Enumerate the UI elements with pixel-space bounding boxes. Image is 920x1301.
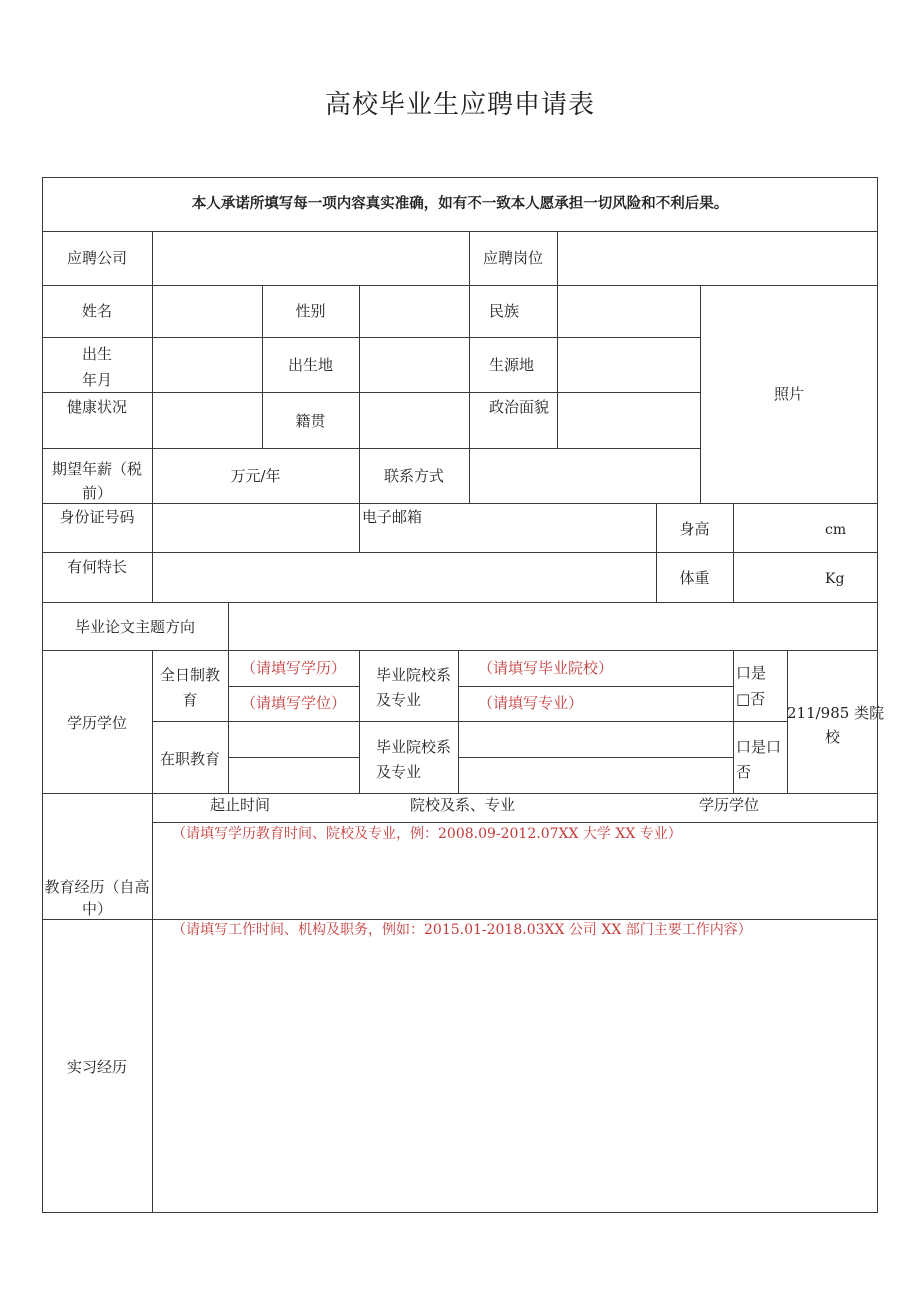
company-label: 应聘公司 xyxy=(66,249,127,267)
specialty-label: 有何特长 xyxy=(66,558,127,576)
height-unit: cm xyxy=(825,522,847,538)
company-input[interactable] xyxy=(154,233,468,284)
col-divider xyxy=(733,503,734,602)
edu-history-label-2: 中） xyxy=(81,900,112,918)
political-label: 政治面貌 xyxy=(489,398,550,416)
row-divider xyxy=(42,602,878,603)
row-divider xyxy=(42,650,878,651)
edu-history-input[interactable]: （请填写学历教育时间、院校及专业，例：2008.09-2012.07XX 大学 XX 专业） xyxy=(172,826,682,842)
onjob-degree2-input[interactable] xyxy=(230,759,358,792)
weight-unit: Kg xyxy=(825,571,845,587)
row-divider xyxy=(42,503,878,504)
onjob-degree-input[interactable] xyxy=(230,723,358,756)
fulltime-no-option[interactable]: □否 xyxy=(736,690,766,708)
email-input[interactable] xyxy=(442,505,655,551)
birthplace-input[interactable] xyxy=(361,339,468,391)
id-number-label: 身份证号码 xyxy=(59,508,135,526)
col-divider xyxy=(458,650,459,793)
position-label: 应聘岗位 xyxy=(482,249,543,267)
contact-label: 联系方式 xyxy=(383,467,444,485)
origin-label: 生源地 xyxy=(489,356,535,374)
name-input[interactable] xyxy=(154,287,261,336)
pledge-text: 本人承诺所填写每一项内容真实准确，如有不一致本人愿承担一切风险和不利后果。 xyxy=(191,195,729,212)
category-label-2: 校 xyxy=(824,728,840,746)
ethnicity-label: 民族 xyxy=(489,302,520,320)
col-divider xyxy=(152,650,153,1213)
row-divider xyxy=(458,686,733,687)
onjob-yes-option[interactable]: 口是口 xyxy=(736,738,782,756)
political-input[interactable] xyxy=(559,394,699,447)
category-label: 211/985 类院 xyxy=(787,704,885,722)
fulltime-degree2-input[interactable]: （请填写学位） xyxy=(240,694,346,712)
row-divider xyxy=(228,757,359,758)
contact-input[interactable] xyxy=(471,450,699,502)
photo-upload-area[interactable] xyxy=(702,287,876,502)
row-divider xyxy=(228,686,359,687)
name-label: 姓名 xyxy=(81,302,112,320)
salary-input[interactable] xyxy=(154,450,284,502)
fulltime-label-2: 育 xyxy=(182,691,198,709)
weight-input[interactable] xyxy=(735,554,835,601)
onjob-label: 在职教育 xyxy=(159,750,220,768)
col-divider xyxy=(557,231,558,285)
col-divider xyxy=(733,650,734,793)
salary-unit: 万元/年 xyxy=(230,467,281,485)
origin-input[interactable] xyxy=(559,339,699,391)
row-divider xyxy=(458,757,733,758)
col-divider xyxy=(557,285,558,448)
row-divider xyxy=(42,552,878,553)
birth-date-input[interactable] xyxy=(154,339,261,391)
grad-school-label: 毕业院校系 xyxy=(376,666,452,684)
form-border-right xyxy=(877,177,878,1213)
grad-school-label-2: 及专业 xyxy=(376,691,422,709)
weight-label: 体重 xyxy=(679,569,710,587)
grad-school-input[interactable]: （请填写毕业院校） xyxy=(478,659,614,677)
school-major-header: 院校及系、专业 xyxy=(410,796,516,814)
birthplace-label: 出生地 xyxy=(287,356,333,374)
form-border-bottom xyxy=(42,1212,878,1213)
col-divider xyxy=(359,650,360,793)
ethnicity-input[interactable] xyxy=(559,287,699,336)
period-header: 起止时间 xyxy=(210,796,271,814)
id-number-input[interactable] xyxy=(154,505,358,551)
row-divider xyxy=(42,285,878,286)
birth-date-label: 出生 xyxy=(81,345,112,363)
height-label: 身高 xyxy=(679,520,710,538)
row-divider xyxy=(152,721,787,722)
row-divider xyxy=(42,448,700,449)
onjob-major-input[interactable] xyxy=(460,759,732,792)
page-title: 高校毕业生应聘申请表 xyxy=(324,90,595,120)
fulltime-yes-option[interactable]: 口是 xyxy=(736,664,767,682)
col-divider xyxy=(228,602,229,650)
native-place-input[interactable] xyxy=(361,394,468,447)
photo-label: 照片 xyxy=(773,385,804,403)
fulltime-degree-input[interactable]: （请填写学历） xyxy=(240,659,346,677)
major-input[interactable]: （请填写专业） xyxy=(478,694,584,712)
row-divider xyxy=(42,392,700,393)
health-input[interactable] xyxy=(154,394,261,447)
education-label: 学历学位 xyxy=(66,714,127,732)
fulltime-label: 全日制教 xyxy=(159,666,220,684)
native-place-label: 籍贯 xyxy=(295,412,326,430)
edu-history-label: 教育经历（自高 xyxy=(44,878,150,896)
degree-header: 学历学位 xyxy=(699,796,760,814)
application-form xyxy=(42,177,885,1213)
col-divider xyxy=(152,231,153,602)
gender-input[interactable] xyxy=(361,287,468,336)
intern-input[interactable]: （请填写工作时间、机构及职务，例如：2015.01-2018.03XX 公司 XX 部门主要工作内容） xyxy=(172,922,752,938)
grad-school2-label: 毕业院校系 xyxy=(376,738,452,756)
onjob-school-input[interactable] xyxy=(460,723,732,756)
row-divider xyxy=(42,337,700,338)
thesis-label: 毕业论文主题方向 xyxy=(74,618,195,636)
grad-school2-label-2: 及专业 xyxy=(376,763,422,781)
col-divider xyxy=(469,285,470,503)
intern-label: 实习经历 xyxy=(66,1058,127,1076)
onjob-no-option[interactable]: 否 xyxy=(736,763,752,781)
col-divider xyxy=(359,285,360,553)
gender-label: 性别 xyxy=(295,302,326,320)
row-divider xyxy=(42,231,878,232)
birth-date-label-2: 年月 xyxy=(81,371,112,389)
salary-label: 期望年薪（税 xyxy=(51,460,142,478)
salary-label-2: 前） xyxy=(81,484,112,502)
form-border-top xyxy=(42,177,878,178)
height-input[interactable] xyxy=(735,505,835,551)
specialty-input[interactable] xyxy=(154,554,655,601)
position-input[interactable] xyxy=(559,233,876,284)
health-label: 健康状况 xyxy=(66,398,127,416)
thesis-input[interactable] xyxy=(230,604,876,649)
email-label: 电子邮箱 xyxy=(362,508,423,526)
